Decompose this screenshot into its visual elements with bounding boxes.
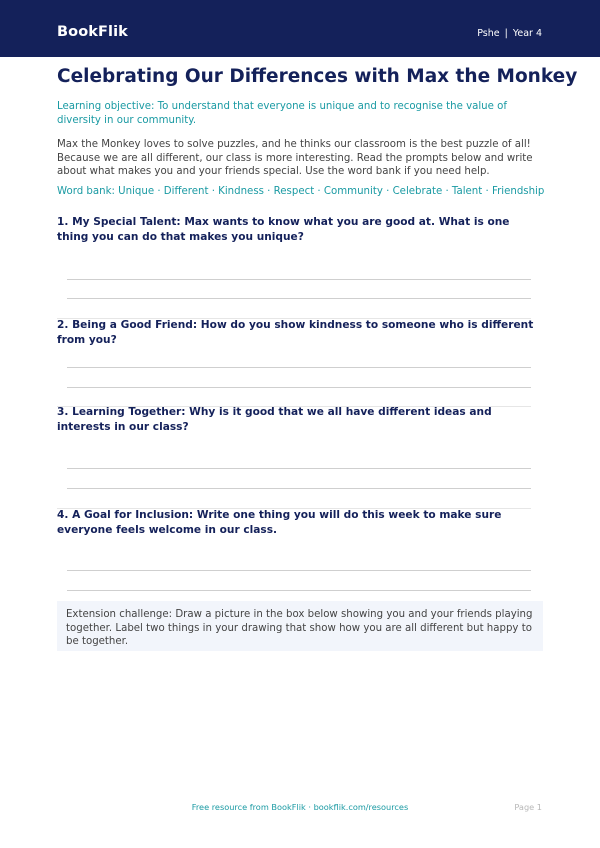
question-1: 1. My Special Talent: Max wants to know what you are good at. What is one thing you can do that makes you unique? (57, 216, 510, 243)
question-2: 2. Being a Good Friend: How do you show kindness to someone who is different from you? (57, 319, 534, 346)
question-4: 4. A Goal for Inclusion: Write one thing you will do this week to make sure everyone feels welcome in our class. (57, 509, 502, 536)
brand-logo-text: BookFlik (57, 24, 128, 40)
footer-text: Free resource from BookFlik · bookflik.com/resources (191, 802, 409, 812)
page-title: Celebrating Our Differences with Max the Monkey (57, 66, 578, 87)
intro-paragraph: Max the Monkey loves to solve puzzles, and he thinks our classroom is the best puzzle of all! Because we are all different, our class is more interesting. Read the prompts below and write about what makes you and your friends special. Use the word bank if you need help. (57, 139, 533, 177)
answer-line[interactable] (67, 570, 531, 571)
answer-line[interactable] (67, 298, 531, 299)
answer-line[interactable] (67, 468, 531, 469)
subject-year-label (477, 28, 542, 40)
word-bank: Word bank: Unique · Different · Kindness · Respect · Community · Celebrate · Talent · Friendship (57, 186, 545, 197)
extension-challenge-box (57, 601, 543, 651)
extension-challenge-text: Extension challenge: Draw a picture in the box below showing you and your friends playing together. Label two things in your drawing that show how you are all different but happy to be together. (66, 609, 533, 647)
answer-line[interactable] (67, 488, 531, 489)
subject-label: Pshe (477, 28, 500, 39)
year-label: Year 4 (512, 28, 542, 39)
meta-separator: | (504, 28, 508, 39)
page-number: Page 1 (514, 802, 542, 812)
answer-line[interactable] (67, 387, 531, 388)
question-3: 3. Learning Together: Why is it good that we all have different ideas and interests in our class? (57, 406, 492, 433)
answer-line[interactable] (67, 590, 531, 591)
learning-objective: Learning objective: To understand that everyone is unique and to recognise the value of diversity in our community. (57, 101, 507, 126)
answer-line[interactable] (67, 367, 531, 368)
page-header (0, 0, 600, 57)
answer-line[interactable] (67, 279, 531, 280)
